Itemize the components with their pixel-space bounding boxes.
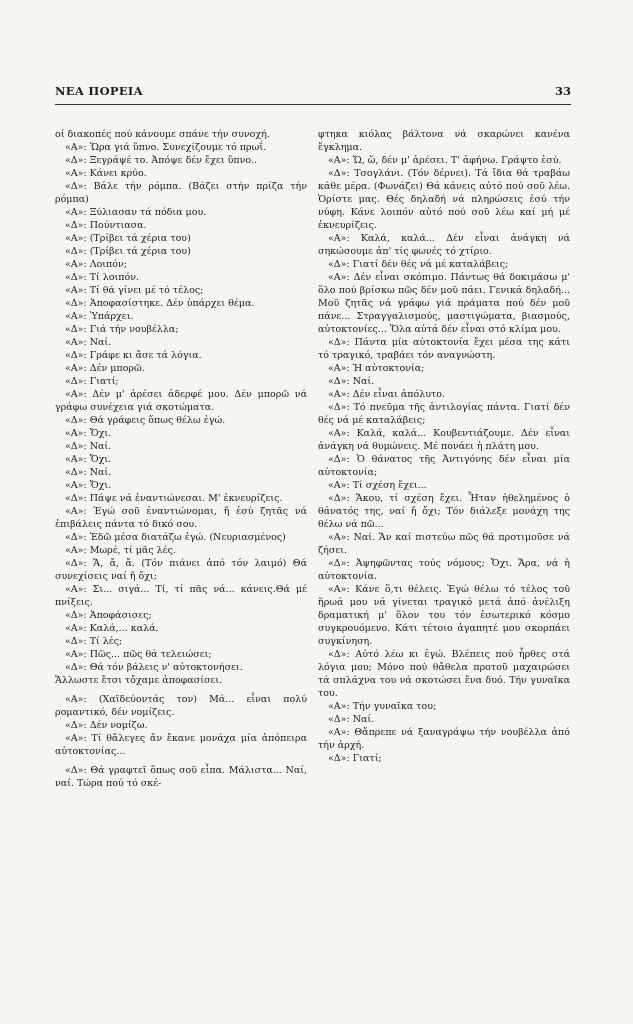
- paragraph: «Δ»: Γιά τήν νουβέλλα;: [65, 324, 179, 335]
- paragraph: «Δ»: Ἀποφάσισες;: [65, 610, 152, 621]
- paragraph: «Α»: Τί θά γίνει μέ τό τέλος;: [65, 285, 204, 296]
- paragraph: «Α»: Σι... σιγά... Τί, τί πᾶς νά... κάνεις.Θά μέ πνίξεις.: [55, 584, 307, 608]
- paragraph: «Α»: Ὄχι.: [65, 428, 112, 439]
- paragraph: «Δ»: Ὁ θάνατος τῆς Ἀντιγόνης δέν εἶναι μία αὐτοκτονία;: [318, 454, 570, 478]
- paragraph: «Α»: Ναί.: [65, 337, 112, 348]
- paragraph: «Α»: (Τρίβει τά χέρια του): [65, 233, 191, 244]
- paragraph: «Α»: Ἐγώ σοῦ ἐναντιώνομαι, ἤ ἐσύ ζητᾶς νά ἐπιβάλεις πάντα τό δικό σου.: [55, 506, 307, 530]
- paragraph: «Δ»: Θά γραφτεῖ ὅπως σοῦ εἶπα. Μάλιστα... Ναί, ναί. Τώρα πού τό σκέ-: [55, 765, 307, 789]
- paragraph: «Δ»: Ἄκου, τί σχέση ἔχει. Ἦταν ἠθελημένος ὁ θάνατός της, ναί ἤ ὄχι; Τόν διάλεξε μονάχη της θέλω νά πῶ...: [318, 493, 570, 530]
- paragraph: «Α»: Λοιπόν;: [65, 259, 127, 270]
- paragraph: «Δ»: Πάντα μία αὐτοκτονία ἔχει μέσα της κάτι τό τραγικό, τραβάει τόν αναγνώστη.: [318, 337, 570, 361]
- paragraph: «Δ»: Αὐτό λέω κι ἐγώ. Βλέπεις πού ἦρθες στά λόγια μου; Μόνο πού θἄθελα προτοῦ μαχαιρώσει τά σπλάχνα του νά σκοτώσει ἕνα δυό. Τήν γυναῖκα του.: [318, 649, 570, 699]
- paragraph: «Α»: Πῶς... πῶς θά τελειώσει;: [65, 649, 212, 660]
- paragraph: «Δ»: Ναί.: [328, 714, 375, 725]
- paragraph: «Α»: Καλά,... καλά.: [65, 623, 159, 634]
- paragraph: «Α»: Κάνει κρύο.: [65, 168, 147, 179]
- paragraph: «Α»: Δέν μπορῶ.: [65, 363, 145, 374]
- paragraph: «Δ»: Τσογλάνι. (Τόν δέρνει). Τά ἴδια θά τραβάω κάθε μέρα. (Φωνάζει) Θά κάνεις αὐτό πού σοῦ λέω. Ὁρίστε μας. Θές δηλαδή νά πληρώσεις ἐσύ τήν νύφη. Κάνε λοιπόν αὐτό πού σοῦ λέω καί μή μέ ἐκνευρίζεις.: [318, 168, 570, 231]
- paragraph: «Δ»: Ἄ, ἄ, ἄ. (Τόν πιάνει ἀπό τόν λαιμό) Θά συνεχίσεις ναί ἤ ὄχι;: [55, 558, 307, 582]
- paragraph: Ἄλλωστε ἔτσι τὄχαμε ἀποφασίσει.: [55, 675, 223, 686]
- paragraph: «Δ»: Γιατί;: [328, 753, 382, 764]
- paragraph: «Α»: Θἄπρεπε νά ξαναγράψω τήν νουβέλλα ἀπό τήν ἀρχή.: [318, 727, 570, 751]
- paragraph: «Α»: Δέν εἶναι σκόπιμο. Πάντως θά δοκιμάσω μ' ὅλο πού βρίσκω πῶς δέν μοῦ πάει. Γενικά δηλαδή... Μοῦ ζητᾶς νά γράφω γιά πράματα πού δέν μοῦ πάνε... Στραγγαλισμούς, μαστιγώματα, βιασμούς, αὐτοκτονίες... Ὅλα αὐτά δέν εἶναι στό κλίμα μου.: [318, 272, 570, 335]
- paragraph: «Δ»: Ἀποφασίστηκε. Δέν ὑπάρχει θέμα.: [65, 298, 255, 309]
- paragraph: «Α»: Κάνε ὅ,τι θέλεις. Ἐγώ θέλω τό τέλος τοῦ ἥρωά μου νά γίνεται τραγικό μετά ἀπό ἀνέλιξη δραματική μ' ὅλον του τόν ἐσωτερικό κόσμο συγκρουόμενο. Κάτι τέτοιο ἀγαπητέ μου σκορπάει συγκίνηση.: [318, 584, 570, 647]
- paragraph: «Δ»: Ξεγράψέ το. Ἀπόψε δέν ἔχει ὕπνο..: [65, 155, 258, 166]
- paragraph: «Δ»: Τί λοιπόν.: [65, 272, 140, 283]
- paragraph: «Δ»: Γράφε κι ἄσε τά λόγια.: [65, 350, 202, 361]
- paragraph: «Α»: Μωρέ, τί μᾶς λές.: [65, 545, 176, 556]
- paragraph: «Δ»: Τό πνεῦμα τῆς ἀντιλογίας πάντα. Γιατί δέν θές νά μέ καταλάβεις;: [318, 402, 570, 426]
- paragraph: «Α»: Ὤ, ὤ, δέν μ' ἀρέσει. Τ' ἀφήνω. Γράψτο ἐσύ.: [328, 155, 562, 166]
- paragraph: οί διακοπές πού κάνουμε σπάνε τήν συνοχή.: [55, 129, 270, 140]
- paragraph: «Δ»: Τί λές;: [65, 636, 123, 647]
- paragraph: «Δ»: Πάψε νά ἐναντιώνεσαι. Μ' ἐκνευρίζεις.: [65, 493, 283, 504]
- paragraph: «Δ»: Ναί.: [65, 441, 112, 452]
- paragraph: «Α»: Τί σχέση ἔχει...: [328, 480, 427, 491]
- paragraph: «Α»: (Χαϊδεύοντάς τον) Μά... εἶναι πολύ ρομαντικό, δέν νομίζεις.: [55, 694, 307, 718]
- paragraph: «Α»: Καλά, καλά... Κουβεντιάζουμε. Δέν εἶναι ἀνάγκη νά θυμώνεις. Μέ πονάει ἡ πλάτη μου.: [318, 428, 570, 452]
- paragraph: «Δ»: (Τρίβει τά χέρια του): [65, 246, 191, 257]
- page-number: 33: [554, 84, 571, 98]
- paragraph: «Δ»: Ἐδῶ μέσα διατάζω ἐγώ. (Νευριασμένος): [65, 532, 286, 543]
- paragraph: «Α»: Τί θἄλεγες ἄν ἔκανε μονάχα μία ἀπόπειρα αὐτοκτονίας...: [55, 733, 307, 757]
- paragraph: «Α»: Ὑπάρχει.: [65, 311, 134, 322]
- paragraph: «Δ»: Πούντιασα.: [65, 220, 147, 231]
- paragraph: «Α»: Τήν γυναῖκα του;: [328, 701, 437, 712]
- paragraph: «Δ»: Ναί.: [328, 376, 375, 387]
- left-column: [55, 128, 307, 988]
- right-column: [318, 128, 570, 988]
- paragraph: «Δ»: Θά γράφεις ὅπως θέλω ἐγώ.: [65, 415, 226, 426]
- header-rule: [55, 104, 571, 105]
- paragraph: «Α»: Ξύλιασαν τά πόδια μου.: [65, 207, 207, 218]
- paragraph: «Δ»: Ἀψηφῶντας τούς νόμους; Ὄχι. Ἄρα, νά ἡ αὐτοκτονία.: [318, 558, 570, 582]
- paragraph: «Δ»: Θά τόν βάλεις ν' αὐτοκτονήσει.: [65, 662, 243, 673]
- paragraph: «Α»: Ὥρα γιά ὕπνο. Συνεχίζουμε τό πρωΐ.: [65, 142, 267, 153]
- paragraph: «Α»: Καλά, καλά... Δέν εἶναι ἀνάγκη νά σηκώσουμε ἀπ' τίς φωνές τό χτίριο.: [318, 233, 570, 257]
- paragraph: «Δ»: Γιατί;: [65, 376, 119, 387]
- paragraph: «Α»: Ἡ αὐτοκτονία;: [328, 363, 425, 374]
- paragraph: «Δ»: Γιατί δέν θές νά μέ καταλάβεις;: [328, 259, 509, 270]
- paragraph: «Δ»: Βάλε τήν ρόμπα. (Βάζει στήν πρίζα τήν ρόμπα): [55, 181, 307, 205]
- paragraph: «Α»: Ὄχι.: [65, 454, 112, 465]
- paragraph: «Α»: Δέν μ' ἀρέσει ἀδερφέ μου. Δέν μπορῶ νά γράφω συνέχεια γιά σκοτώματα.: [55, 389, 307, 413]
- paragraph: φτηκα κιόλας βάλτονα νά σκαρώνει κανένα ἔγκλημα.: [318, 129, 570, 153]
- paragraph: «Α»: Ὄχι.: [65, 480, 112, 491]
- paragraph: «Δ»: Ναί.: [65, 467, 112, 478]
- journal-title: ΝΕΑ ΠΟΡΕΙΑ: [55, 84, 143, 98]
- paragraph: «Α»: Ναί. Ἄν καί πιστεύω πῶς θά προτιμοῦσε νά ζήσει.: [318, 532, 570, 556]
- running-header: [55, 84, 571, 102]
- paragraph: «Α»: Δέν εἶναι ἀπόλυτο.: [328, 389, 446, 400]
- paragraph: «Δ»: Δέν νομίζω.: [65, 720, 148, 731]
